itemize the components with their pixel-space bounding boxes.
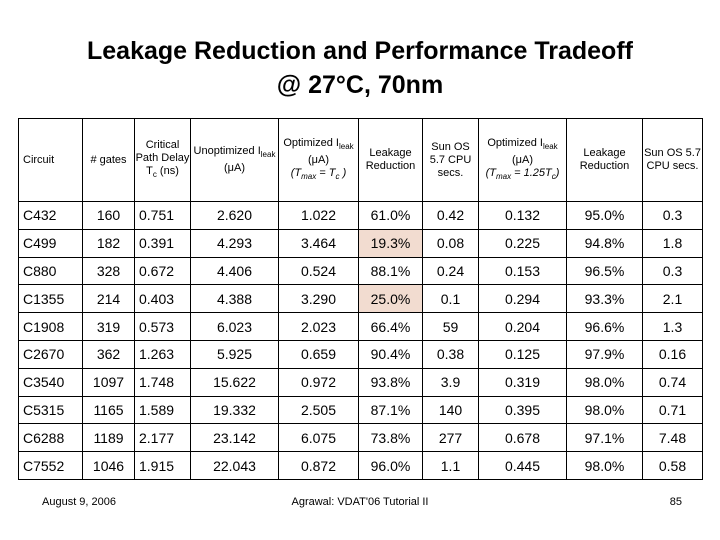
table-cell: C1355 bbox=[19, 285, 83, 313]
table-cell: 1.1 bbox=[423, 452, 479, 480]
table-cell: 61.0% bbox=[359, 202, 423, 230]
table-cell: C1908 bbox=[19, 313, 83, 341]
table-cell: 0.3 bbox=[643, 257, 703, 285]
table-cell: 25.0% bbox=[359, 285, 423, 313]
table-cell: 1.8 bbox=[643, 229, 703, 257]
table-cell: 328 bbox=[83, 257, 135, 285]
table-cell: 277 bbox=[423, 424, 479, 452]
table-cell: C5315 bbox=[19, 396, 83, 424]
table-cell: 0.132 bbox=[479, 202, 567, 230]
table-body bbox=[19, 202, 703, 480]
title-line-1: Leakage Reduction and Performance Tradeoff bbox=[87, 37, 633, 65]
table-row bbox=[19, 452, 703, 480]
table-cell: 1.263 bbox=[135, 340, 191, 368]
table-cell: 93.3% bbox=[567, 285, 643, 313]
table-cell: 1.3 bbox=[643, 313, 703, 341]
column-header: Sun OS 5.7 CPU secs. bbox=[643, 119, 703, 202]
table-row bbox=[19, 313, 703, 341]
table-cell: 87.1% bbox=[359, 396, 423, 424]
table-cell: 98.0% bbox=[567, 368, 643, 396]
page-number: 85 bbox=[669, 496, 682, 508]
table-cell: 1.748 bbox=[135, 368, 191, 396]
table-cell: 1046 bbox=[83, 452, 135, 480]
table-cell: 19.332 bbox=[191, 396, 279, 424]
table-cell: C432 bbox=[19, 202, 83, 230]
table-cell: C499 bbox=[19, 229, 83, 257]
table-cell: 0.204 bbox=[479, 313, 567, 341]
table-cell: 0.391 bbox=[135, 229, 191, 257]
column-header: # gates bbox=[83, 119, 135, 202]
footer-author: Agrawal: VDAT'06 Tutorial II bbox=[291, 496, 429, 508]
footer-date: August 9, 2006 bbox=[42, 496, 117, 508]
table-cell: 7.48 bbox=[643, 424, 703, 452]
table-cell: 98.0% bbox=[567, 396, 643, 424]
table-cell: 59 bbox=[423, 313, 479, 341]
table-cell: 0.672 bbox=[135, 257, 191, 285]
table-cell: 2.023 bbox=[279, 313, 359, 341]
table-cell: 0.524 bbox=[279, 257, 359, 285]
table-cell: 15.622 bbox=[191, 368, 279, 396]
table-cell: 2.505 bbox=[279, 396, 359, 424]
table-cell: C880 bbox=[19, 257, 83, 285]
table-cell: 0.16 bbox=[643, 340, 703, 368]
column-header: Leakage Reduction bbox=[359, 119, 423, 202]
table-cell: 1.589 bbox=[135, 396, 191, 424]
table-cell: 5.925 bbox=[191, 340, 279, 368]
table-row bbox=[19, 424, 703, 452]
table-row bbox=[19, 202, 703, 230]
table-cell: 73.8% bbox=[359, 424, 423, 452]
table-cell: 90.4% bbox=[359, 340, 423, 368]
table-cell: 97.9% bbox=[567, 340, 643, 368]
table-cell: 319 bbox=[83, 313, 135, 341]
table-cell: 4.388 bbox=[191, 285, 279, 313]
table-cell: 3.9 bbox=[423, 368, 479, 396]
column-header: Circuit bbox=[19, 119, 83, 202]
column-header: Sun OS 5.7 CPU secs. bbox=[423, 119, 479, 202]
table-row bbox=[19, 285, 703, 313]
table-cell: 0.319 bbox=[479, 368, 567, 396]
table-cell: 88.1% bbox=[359, 257, 423, 285]
table-cell: 96.6% bbox=[567, 313, 643, 341]
table-cell: 6.075 bbox=[279, 424, 359, 452]
table-cell: 362 bbox=[83, 340, 135, 368]
table-cell: 160 bbox=[83, 202, 135, 230]
table-header-row bbox=[19, 119, 703, 202]
table-cell: C6288 bbox=[19, 424, 83, 452]
table-cell: 2.177 bbox=[135, 424, 191, 452]
table-cell: 0.395 bbox=[479, 396, 567, 424]
table-cell: 0.71 bbox=[643, 396, 703, 424]
column-header: Critical Path Delay $T_c$ (ns) bbox=[135, 119, 191, 202]
results-table bbox=[18, 118, 703, 480]
table-row bbox=[19, 340, 703, 368]
table-cell: 140 bbox=[423, 396, 479, 424]
table-cell: 0.294 bbox=[479, 285, 567, 313]
table-cell: 19.3% bbox=[359, 229, 423, 257]
table-cell: 0.24 bbox=[423, 257, 479, 285]
table-cell: C7552 bbox=[19, 452, 83, 480]
table-row bbox=[19, 229, 703, 257]
table-cell: 4.406 bbox=[191, 257, 279, 285]
table-cell: 97.1% bbox=[567, 424, 643, 452]
table-cell: 96.5% bbox=[567, 257, 643, 285]
table-cell: 93.8% bbox=[359, 368, 423, 396]
table-cell: 0.445 bbox=[479, 452, 567, 480]
table-cell: 98.0% bbox=[567, 452, 643, 480]
table-cell: 94.8% bbox=[567, 229, 643, 257]
table-cell: 3.464 bbox=[279, 229, 359, 257]
table-cell: 0.225 bbox=[479, 229, 567, 257]
table-cell: 214 bbox=[83, 285, 135, 313]
table-cell: 1.915 bbox=[135, 452, 191, 480]
table-cell: 96.0% bbox=[359, 452, 423, 480]
table-cell: 0.153 bbox=[479, 257, 567, 285]
table-cell: C3540 bbox=[19, 368, 83, 396]
table-cell: 0.08 bbox=[423, 229, 479, 257]
table-cell: 66.4% bbox=[359, 313, 423, 341]
table-cell: 0.74 bbox=[643, 368, 703, 396]
table-cell: 0.573 bbox=[135, 313, 191, 341]
column-header: Leakage Reduction bbox=[567, 119, 643, 202]
table-cell: 182 bbox=[83, 229, 135, 257]
slide-title bbox=[0, 34, 720, 102]
table-cell: 0.751 bbox=[135, 202, 191, 230]
table-cell: 0.38 bbox=[423, 340, 479, 368]
table-cell: 0.872 bbox=[279, 452, 359, 480]
table-cell: 1189 bbox=[83, 424, 135, 452]
table-cell: 1097 bbox=[83, 368, 135, 396]
table-cell: 1.022 bbox=[279, 202, 359, 230]
table-row bbox=[19, 396, 703, 424]
table-cell: C2670 bbox=[19, 340, 83, 368]
table-cell: 0.972 bbox=[279, 368, 359, 396]
table-row bbox=[19, 257, 703, 285]
table-cell: 0.58 bbox=[643, 452, 703, 480]
table-cell: 1165 bbox=[83, 396, 135, 424]
table-cell: 0.42 bbox=[423, 202, 479, 230]
title-line-2: @ 27°C, 70nm bbox=[276, 71, 444, 99]
column-header: Optimized $I_{leak}$ (μA) $(T_{max} = 1.25T_c)$ bbox=[479, 119, 567, 202]
table-cell: 23.142 bbox=[191, 424, 279, 452]
column-header: Unoptimized $I_{leak}$ (μA) bbox=[191, 119, 279, 202]
table-row bbox=[19, 368, 703, 396]
table-cell: 2.1 bbox=[643, 285, 703, 313]
table-cell: 6.023 bbox=[191, 313, 279, 341]
table-cell: 2.620 bbox=[191, 202, 279, 230]
table-cell: 4.293 bbox=[191, 229, 279, 257]
table-cell: 0.659 bbox=[279, 340, 359, 368]
table-cell: 0.1 bbox=[423, 285, 479, 313]
table-cell: 0.403 bbox=[135, 285, 191, 313]
table-cell: 0.678 bbox=[479, 424, 567, 452]
table-cell: 0.3 bbox=[643, 202, 703, 230]
table-cell: 95.0% bbox=[567, 202, 643, 230]
table-cell: 0.125 bbox=[479, 340, 567, 368]
column-header: Optimized $I_{leak}$ (μA) ($T_{max} = T_c$ ) bbox=[279, 119, 359, 202]
table-cell: 3.290 bbox=[279, 285, 359, 313]
table-cell: 22.043 bbox=[191, 452, 279, 480]
